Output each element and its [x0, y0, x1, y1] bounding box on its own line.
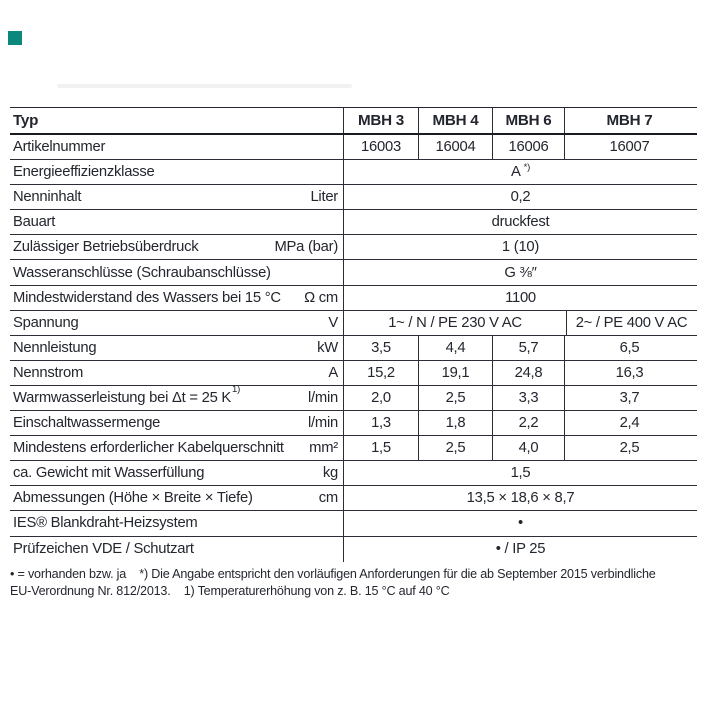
row-13-value-3-text: 4,0: [518, 440, 539, 457]
table-row: [10, 537, 697, 562]
row-8-value-2-text: 2~ / PE 400 V AC: [575, 314, 688, 331]
row-2-value-text: A: [511, 164, 521, 181]
row-11-value-4-text: 3,7: [619, 389, 640, 406]
table-row: [10, 361, 697, 386]
table-header-row: [10, 108, 697, 135]
row-15-unit: cm: [318, 490, 338, 507]
row-10-value-3-text: 24,8: [514, 364, 543, 381]
row-11-label-sup: 1): [232, 384, 240, 396]
row-9-value-3: [492, 336, 564, 360]
row-15: [10, 486, 344, 510]
row-5-value-text: 1 (10): [501, 239, 540, 256]
row-11-value-3: [492, 386, 564, 410]
column-header-2-text: MBH 4: [432, 112, 479, 129]
table-row: [10, 311, 697, 336]
row-17-value-text: • / IP 25: [495, 541, 546, 558]
row-13: [10, 436, 344, 460]
row-16: [10, 511, 344, 535]
row-13-value-1: [344, 436, 418, 460]
row-10-unit: A: [328, 364, 338, 381]
row-13-value-2-text: 2,5: [445, 440, 466, 457]
row-3-value-text: 0,2: [510, 189, 531, 206]
column-header-1: [344, 108, 418, 133]
table-row: [10, 436, 697, 461]
row-13-value-4-text: 2,5: [619, 440, 640, 457]
row-5-unit: MPa (bar): [274, 239, 338, 256]
column-header-3: [492, 108, 564, 133]
row-11-label: Warmwasserleistung bei Δt = 25 $K^{1)}$: [13, 384, 240, 406]
row-1-label: Artikelnummer: [13, 139, 106, 156]
table-row: [10, 210, 697, 235]
row-12-value-2: [418, 411, 492, 435]
column-header-3-text: MBH 6: [505, 112, 552, 129]
row-11: [10, 386, 344, 410]
row-12-value-3: [492, 411, 564, 435]
table-row: [10, 235, 697, 260]
row-9-value-2-text: 4,4: [445, 339, 466, 356]
row-11-value-1: [344, 386, 418, 410]
row-8-unit: V: [328, 314, 338, 331]
table-row: [10, 286, 697, 311]
row-12-value-2-text: 1,8: [445, 415, 466, 432]
row-12-label: Einschaltwassermenge: [13, 415, 161, 432]
row-12: [10, 411, 344, 435]
row-11-value-4: [564, 386, 694, 410]
row-10-value-1-text: 15,2: [367, 364, 395, 381]
row-1-value-1: [344, 135, 418, 159]
row-2: [10, 160, 344, 184]
row-10-label: Nennstrom: [13, 364, 84, 381]
table-row: [10, 486, 697, 511]
row-11-value-1-text: 2,0: [371, 389, 391, 406]
row-9-label: Nennleistung: [13, 339, 97, 356]
row-9-value-4: [564, 336, 694, 360]
row-7-unit: Ω cm: [304, 289, 338, 306]
row-3-label: Nenninhalt: [13, 189, 82, 206]
row-13-label: Mindestens erforderlicher Kabelquerschnitt: [13, 440, 284, 457]
column-header-4-text: MBH 7: [606, 112, 653, 129]
row-17-label: Prüfzeichen VDE / Schutzart: [13, 541, 194, 558]
row-17-value: [344, 537, 697, 562]
table-row: [10, 461, 697, 486]
header-typ-label: Typ: [13, 112, 39, 129]
row-10-value-2: [418, 361, 492, 385]
footnote-line-2: EU-Verordnung Nr. 812/2013. 1) Temperaturerhöhung von z. B. 15 °C auf 40 °C: [10, 584, 450, 598]
row-8-value-1-text: 1~ / N / PE 230 V AC: [388, 314, 522, 331]
row-4-label: Bauart: [13, 214, 56, 231]
row-1-value-2: [418, 135, 492, 159]
row-5-value: [344, 235, 697, 259]
row-9: [10, 336, 344, 360]
row-1-value-4: [564, 135, 694, 159]
row-14-value-text: 1,5: [510, 465, 531, 482]
table-row: [10, 135, 697, 160]
row-1-value-4-text: 16007: [609, 139, 650, 156]
row-15-value-text: 13,5 × 18,6 × 8,7: [466, 490, 575, 507]
row-9-value-1: [344, 336, 418, 360]
row-9-value-4-text: 6,5: [619, 339, 640, 356]
row-14-unit: kg: [322, 465, 338, 482]
row-7: [10, 286, 344, 310]
row-9-unit: kW: [317, 339, 338, 356]
row-16-value-text: •: [518, 515, 523, 532]
row-10-value-4-text: 16,3: [615, 364, 644, 381]
row-1-value-3-text: 16006: [508, 139, 549, 156]
row-7-label: Mindestwiderstand des Wassers bei 15 °C: [13, 289, 281, 306]
row-12-value-4: [564, 411, 694, 435]
row-7-value-text: 1100: [505, 289, 536, 306]
row-14-label: ca. Gewicht mit Wasserfüllung: [13, 465, 205, 482]
row-5-label: Zulässiger Betriebsüberdruck: [13, 239, 199, 256]
spec-table: [10, 107, 697, 562]
row-3-value: [344, 185, 697, 209]
row-1-value-1-text: 16003: [361, 139, 401, 156]
table-row: [10, 185, 697, 210]
column-header-1-text: MBH 3: [357, 112, 404, 129]
row-11-value-2-text: 2,5: [445, 389, 466, 406]
row-13-value-1-text: 1,5: [371, 440, 391, 457]
row-12-value-1: [344, 411, 418, 435]
row-13-value-4: [564, 436, 694, 460]
table-row: [10, 386, 697, 411]
row-10-value-2-text: 19,1: [441, 364, 470, 381]
row-15-label: Abmessungen (Höhe × Breite × Tiefe): [13, 490, 253, 507]
footnote-line-1: • = vorhanden bzw. ja *) Die Angabe entspricht den vorläufigen Anforderungen für die ab September 2015 verbindliche: [10, 567, 656, 581]
row-6-value-text: G ⅜″: [504, 264, 537, 281]
row-3-unit: Liter: [310, 189, 338, 206]
row-1: [10, 135, 344, 159]
row-11-unit: l/min: [308, 389, 338, 406]
row-8-value-2: [566, 311, 696, 335]
row-4: [10, 210, 344, 234]
row-12-value-4-text: 2,4: [619, 415, 640, 432]
scan-artifact: [57, 84, 352, 88]
row-16-value: [344, 511, 697, 535]
row-6-label: Wasseranschlüsse (Schraubanschlüsse): [13, 264, 271, 281]
section-color-marker: [8, 31, 22, 45]
row-16-label: IES® Blankdraht-Heizsystem: [13, 515, 198, 532]
row-10-value-3: [492, 361, 564, 385]
row-12-value-3-text: 2,2: [518, 415, 539, 432]
row-14: [10, 461, 344, 485]
row-8: [10, 311, 344, 335]
row-3: [10, 185, 344, 209]
row-2-label: Energieeffizienzklasse: [13, 164, 155, 181]
table-row: [10, 336, 697, 361]
footnote: [10, 566, 704, 600]
row-11-value-2: [418, 386, 492, 410]
row-8-value-1: [344, 311, 566, 335]
row-17: [10, 537, 344, 562]
table-row: [10, 511, 697, 536]
row-1-value-3: [492, 135, 564, 159]
row-9-value-2: [418, 336, 492, 360]
row-9-value-1-text: 3,5: [371, 339, 391, 356]
row-1-value-2-text: 16004: [435, 139, 476, 156]
row-11-value-3-text: 3,3: [518, 389, 539, 406]
row-12-unit: l/min: [308, 415, 338, 432]
table-row: [10, 411, 697, 436]
row-8-label: Spannung: [13, 314, 79, 331]
row-7-value: [344, 286, 697, 310]
table-row: [10, 160, 697, 185]
column-header-2: [418, 108, 492, 133]
row-13-value-3: [492, 436, 564, 460]
row-13-unit: mm²: [309, 440, 338, 457]
table-row: [10, 260, 697, 285]
row-4-value-text: druckfest: [491, 214, 550, 231]
row-10-value-1: [344, 361, 418, 385]
row-10: [10, 361, 344, 385]
row-6: [10, 260, 344, 284]
row-2-value: A *): [511, 162, 530, 181]
row-12-value-1-text: 1,3: [371, 415, 391, 432]
row-9-value-3-text: 5,7: [518, 339, 539, 356]
row-10-value-4: [564, 361, 694, 385]
row-4-value: [344, 210, 697, 234]
row-5: [10, 235, 344, 259]
row-13-value-2: [418, 436, 492, 460]
row-6-value: [344, 260, 697, 284]
row-15-value: [344, 486, 697, 510]
header-typ: [10, 108, 344, 133]
row-14-value: [344, 461, 697, 485]
column-header-4: [564, 108, 694, 133]
